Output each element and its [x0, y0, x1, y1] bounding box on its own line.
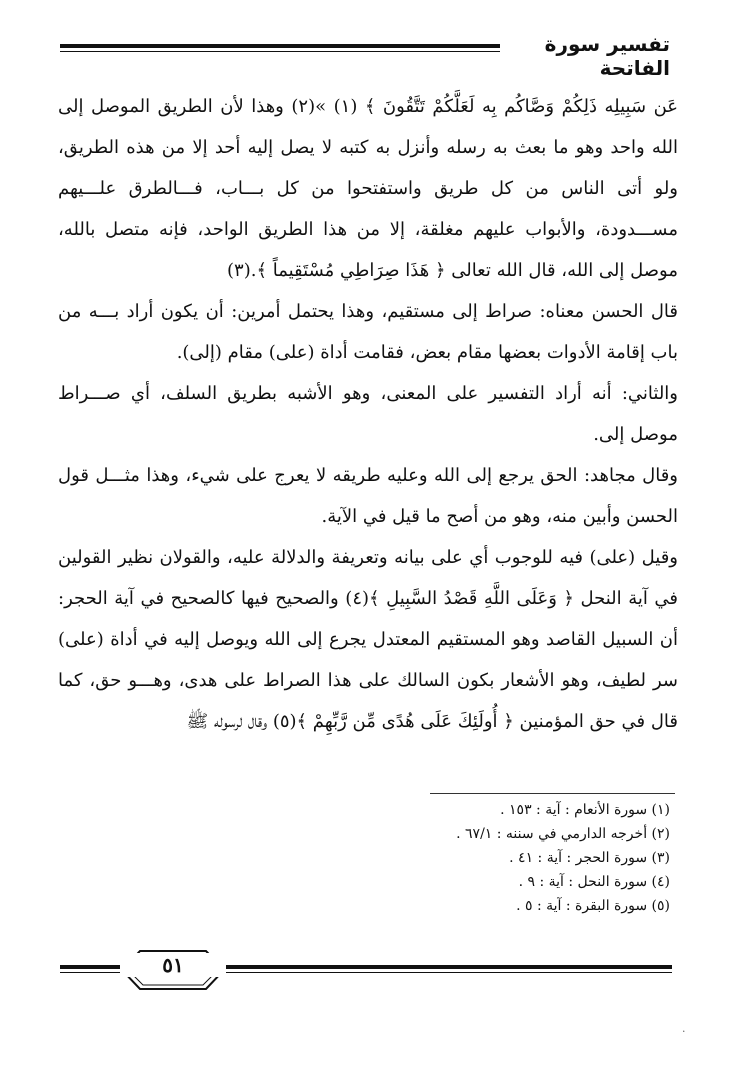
footnote-separator: [430, 793, 675, 794]
paragraph: عَن سَبِيلِه ذَلِكُمْ وَصَّاكُم بِه لَعَلَّكُمْ تَتَّقُونَ ﴾ (١) »(٢) وهذا لأن الطريق الموصل إلى الله واحد وهو ما بعث به رسله وأنزل به كتبه لا يصل إليه أحد إلا من هذه الطريق، ولو أتى الناس من كل طريق واستفتحوا من كل بـــاب، فـــالطرق علـــيهم مســـدودة، والأبواب عليهم مغلقة، إلا من هذا الطريق الواحد، فإنه متصل بالله، موصل إلى الله، قال الله تعالى ﴿ هَذَا صِرَاطِي مُسْتَقِيماً ﴾.(٣): [58, 96, 679, 281]
footnote: (١) سورة الأنعام : آية : ١٥٣ .: [500, 802, 670, 818]
paragraph: وقيل (على) فيه للوجوب أي على بيانه وتعريفة والدلالة عليه، والقولان نظير القولين في آية النحل ﴿ وَعَلَى اللَّهِ قَصْدُ السَّبِيلِ ﴾(٤) والصحيح فيها كالصحيح في آية الحجر: أن السبيل القاصد وهو المستقيم المعتدل يجرع إلى الله ويوصل إليه في أداة (على) سر لطيف، وهو الأشعار بكون السالك على هذا الصراط على هدى، وهـــو حق، كما قال في حق المؤمنين ﴿ أُولَئِكَ عَلَى هُدًى مِّن رَّبِّهِمْ ﴾(٥) وقال لرسوله ﷺ: [58, 547, 678, 732]
footnotes: [370, 798, 670, 918]
header-rule-thin: [60, 51, 500, 52]
page-footer: [60, 945, 672, 1001]
main-text: [58, 86, 678, 742]
header-rule: [60, 44, 500, 48]
footnote: (٢) أخرجه الدارمي في سننه : ٦٧/١ .: [456, 826, 670, 842]
paragraph: وقال مجاهد: الحق يرجع إلى الله وعليه طريقه لا يعرج على شيء، وهذا مثـــل قول الحسن وأبين منه، وهو من أصح ما قيل في الآية.: [58, 465, 678, 527]
paragraph: والثاني: أنه أراد التفسير على المعنى، وهو الأشبه بطريق السلف، أي صـــراط موصل إلى.: [58, 383, 678, 445]
paragraph: قال الحسن معناه: صراط إلى مستقيم، وهذا يحتمل أمرين: أن يكون أراد بـــه من باب إقامة الأدوات بعضها مقام بعض، فقامت أداة (على) مقام (إلى).: [58, 301, 678, 363]
footnote: (٤) سورة النحل : آية : ٩ .: [518, 874, 670, 890]
footnote: (٣) سورة الحجر : آية : ٤١ .: [509, 850, 670, 866]
footnote: (٥) سورة البقرة : آية : ٥ .: [516, 898, 670, 914]
running-title: تفسير سورة الفاتحة: [544, 32, 670, 80]
page-number-ornament: [120, 945, 226, 995]
page-header: [60, 30, 670, 80]
scan-mark: ·: [682, 1025, 686, 1038]
page-number: ٥١: [120, 953, 226, 977]
